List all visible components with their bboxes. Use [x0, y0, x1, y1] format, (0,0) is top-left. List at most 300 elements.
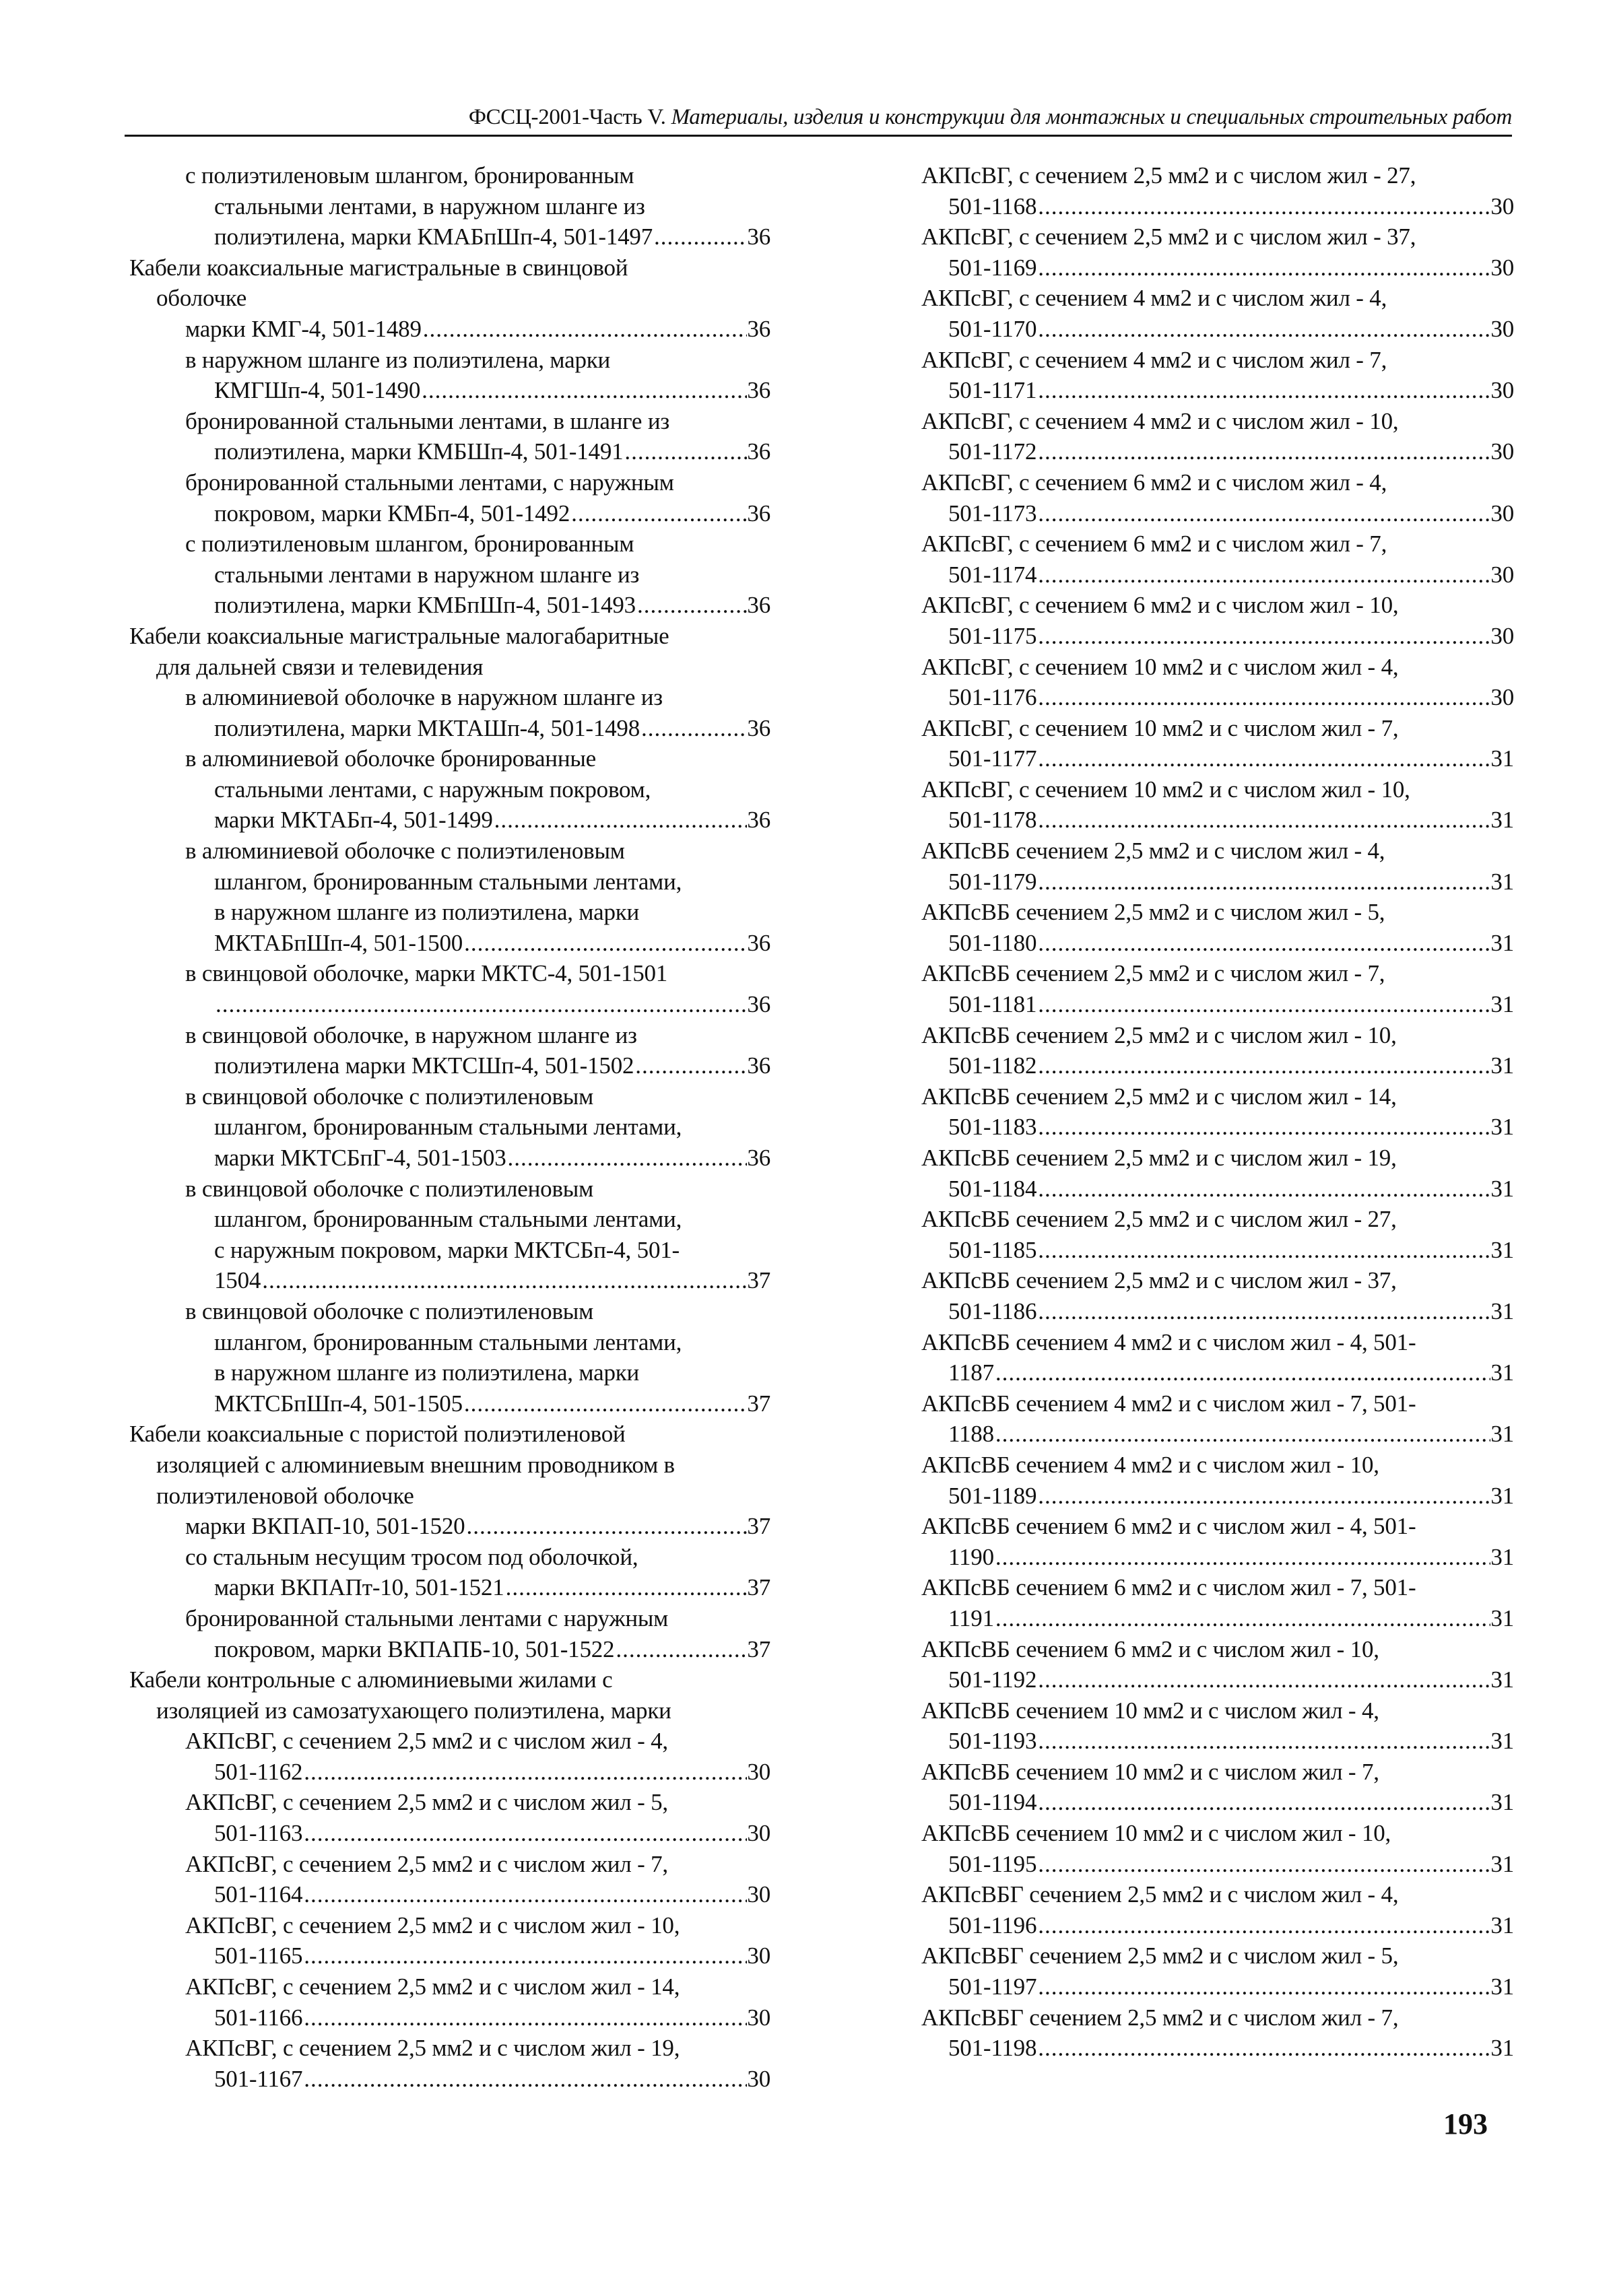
index-leader-line: [921, 989, 1514, 1020]
index-entry-text: 501-1177: [948, 745, 1037, 772]
index-page-ref: 31: [1490, 1728, 1514, 1755]
index-entry: [129, 1174, 770, 1296]
index-page-ref: 30: [1490, 500, 1514, 527]
dot-leader: [1036, 314, 1490, 345]
dot-leader: [302, 1757, 747, 1788]
index-leader-line: [921, 375, 1514, 406]
index-entry-text: полиэтилена, марки КМБпШп-4, 501-1493: [214, 592, 636, 619]
index-entry-line: АКПсВГ, с сечением 2,5 мм2 и с числом жил - 4,: [185, 1728, 668, 1755]
index-leader-line: [921, 191, 1514, 222]
index-entry: [129, 406, 770, 467]
index-page-ref: 31: [1490, 1052, 1514, 1079]
index-entry: [921, 1204, 1514, 1265]
index-entry: [921, 1081, 1514, 1143]
index-entry: [921, 958, 1514, 1019]
dot-leader: [493, 805, 748, 836]
index-entry-text: 1187: [948, 1359, 994, 1386]
dot-leader: [1036, 1787, 1490, 1818]
index-entry-line: Кабели коаксиальные с пористой полиэтиленовой: [129, 1421, 626, 1448]
index-entry-line: АКПсВГ, с сечением 2,5 мм2 и с числом жил - 37,: [921, 224, 1416, 250]
dot-leader: [1036, 743, 1490, 774]
index-entry-line: в алюминиевой оболочке в наружном шланге из: [185, 684, 663, 711]
dot-leader: [504, 1572, 748, 1603]
index-entry: [921, 713, 1514, 774]
index-entry: [129, 1511, 770, 1542]
index-entry-line: стальными лентами, с наружным покровом,: [214, 776, 651, 803]
index-entry: [921, 1450, 1514, 1511]
index-leader-line: [921, 560, 1514, 590]
dot-leader: [422, 314, 748, 345]
header-rule: [125, 135, 1512, 137]
index-entry: [921, 1572, 1514, 1633]
index-entry-text: полиэтилена марки МКТСШп-4, 501-1502: [214, 1052, 634, 1079]
index-column-right: [921, 160, 1514, 2064]
index-leader-line: [921, 682, 1514, 713]
index-page-ref: 37: [747, 1635, 770, 1662]
index-entry-text: 501-1162: [214, 1758, 303, 1785]
dot-leader: [1036, 1296, 1490, 1327]
index-entry-text: марки МКТСБпГ-4, 501-1503: [214, 1145, 506, 1171]
index-entry: [129, 160, 770, 252]
index-page-ref: 31: [1490, 1666, 1514, 1693]
index-entry: [921, 529, 1514, 590]
index-entry: [129, 958, 770, 1019]
index-page-ref: 30: [1490, 438, 1514, 465]
index-entry-text: полиэтилена, марки КМБШп-4, 501-1491: [214, 438, 624, 465]
index-leader-line: [129, 1572, 770, 1603]
header-subtitle: Материалы, изделия и конструкции для монтажных и специальных строительных работ: [671, 105, 1512, 129]
index-entry-line: АКПсВГ, с сечением 4 мм2 и с числом жил - 4,: [921, 285, 1387, 312]
index-page-ref: 30: [747, 1943, 770, 1969]
index-entry-line: шлангом, бронированным стальными лентами,: [214, 1328, 682, 1355]
page-number: 193: [1443, 2107, 1488, 2140]
index-entry-line: АКПсВГ, с сечением 10 мм2 и с числом жил - 10,: [921, 776, 1410, 803]
index-entry: [921, 1327, 1514, 1388]
dot-leader: [463, 1388, 748, 1419]
index-leader-line: [921, 867, 1514, 898]
index-entry-line: стальными лентами, в наружном шланге из: [214, 193, 645, 220]
index-leader-line: [129, 1143, 770, 1174]
index-entry-text: 501-1170: [948, 315, 1037, 342]
index-leader-line: [129, 1050, 770, 1081]
index-page-ref: 31: [1490, 1912, 1514, 1938]
index-entry-line: АКПсВБ сечением 6 мм2 и с числом жил - 4, 501-: [921, 1513, 1416, 1540]
index-entry: [129, 529, 770, 621]
index-entry: [129, 1419, 770, 1511]
index-entry-line: оболочке: [156, 285, 247, 312]
index-entry: [129, 252, 770, 314]
index-leader-line: [921, 1235, 1514, 1266]
index-entry: [129, 1849, 770, 1910]
index-entry: [921, 1818, 1514, 1879]
index-entry-line: в свинцовой оболочке, марки МКТС-4, 501-1501: [185, 960, 668, 987]
index-entry-line: в свинцовой оболочке с полиэтиленовым: [185, 1297, 594, 1324]
index-leader-line: [921, 1419, 1514, 1450]
dot-leader: [623, 436, 747, 467]
index-leader-line: [129, 1388, 770, 1419]
dot-leader: [1036, 1050, 1490, 1081]
index-entry-text: 501-1184: [948, 1175, 1037, 1202]
index-entry: [921, 590, 1514, 651]
dot-leader: [302, 1818, 747, 1849]
index-leader-line: [129, 222, 770, 252]
index-leader-line: [129, 1757, 770, 1788]
index-page-ref: 31: [1490, 1605, 1514, 1631]
index-page-ref: 36: [747, 714, 770, 741]
index-page-ref: 31: [1490, 929, 1514, 956]
index-page-ref: 30: [747, 1881, 770, 1908]
index-leader-line: [921, 1971, 1514, 2002]
index-entry-line: с наружным покровом, марки МКТСБп-4, 501-: [214, 1236, 680, 1263]
index-page-ref: 36: [747, 592, 770, 619]
index-page-ref: 36: [747, 438, 770, 465]
index-entry-line: бронированной стальными лентами с наружным: [185, 1605, 669, 1631]
dot-leader: [1036, 1910, 1490, 1941]
index-leader-line: [921, 1910, 1514, 1941]
index-page-ref: 30: [1490, 684, 1514, 711]
index-entry-line: АКПсВГ, с сечением 6 мм2 и с числом жил - 4,: [921, 469, 1387, 496]
index-entry-line: АКПсВГ, с сечением 2,5 мм2 и с числом жил - 19,: [185, 2035, 680, 2062]
index-entry-text: 501-1180: [948, 929, 1037, 956]
index-page-ref: 31: [1490, 1236, 1514, 1263]
index-entry-line: бронированной стальными лентами, в шланге из: [185, 407, 669, 434]
index-entry-line: АКПсВБ сечением 2,5 мм2 и с числом жил - 37,: [921, 1267, 1397, 1294]
index-leader-line: [921, 1664, 1514, 1695]
index-entry: [921, 406, 1514, 467]
dot-leader: [994, 1357, 1490, 1388]
index-page-ref: 30: [1490, 377, 1514, 404]
dot-leader: [1036, 436, 1490, 467]
index-entry-line: в свинцовой оболочке, в наружном шланге из: [185, 1021, 637, 1048]
index-leader-line: [129, 2002, 770, 2033]
index-leader-line: [921, 1787, 1514, 1818]
index-entry-line: изоляцией из самозатухающего полиэтилена, марки: [156, 1697, 671, 1724]
index-entry: [921, 160, 1514, 222]
index-entry-text: 501-1195: [948, 1850, 1037, 1877]
index-entry-line: АКПсВБ сечением 10 мм2 и с числом жил - 4,: [921, 1697, 1379, 1724]
index-entry-line: полиэтиленовой оболочке: [156, 1482, 414, 1509]
index-leader-line: [129, 928, 770, 959]
index-entry: [921, 1265, 1514, 1326]
index-entry-text: КМГШп-4, 501-1490: [214, 377, 421, 404]
index-leader-line: [129, 989, 770, 1020]
index-entry-text: 501-1163: [214, 1820, 303, 1847]
dot-leader: [1036, 989, 1490, 1020]
index-entry-text: 501-1194: [948, 1789, 1037, 1816]
index-page-ref: 31: [1490, 745, 1514, 772]
index-entry: [129, 743, 770, 836]
index-entry: [129, 1726, 770, 1787]
index-entry: [129, 345, 770, 406]
dot-leader: [1036, 1481, 1490, 1512]
index-entry-line: Кабели контрольные с алюминиевыми жилами с: [129, 1666, 613, 1693]
index-entry-text: 501-1164: [214, 1881, 303, 1908]
index-entry: [921, 1757, 1514, 1818]
index-entry-line: изоляцией с алюминиевым внешним проводником в: [156, 1451, 675, 1478]
index-entry: [129, 621, 770, 682]
index-entry-line: АКПсВГ, с сечением 10 мм2 и с числом жил - 7,: [921, 714, 1399, 741]
index-entry-text: 501-1166: [214, 2004, 303, 2031]
index-entry: [921, 222, 1514, 283]
index-entry-text: 501-1189: [948, 1482, 1037, 1509]
index-page-ref: 36: [747, 991, 770, 1018]
index-entry: [921, 467, 1514, 529]
index-entry: [129, 1542, 770, 1603]
index-entry-text: 501-1167: [214, 2065, 303, 2092]
index-page-ref: 31: [1490, 1789, 1514, 1816]
index-entry-text: 501-1185: [948, 1236, 1037, 1263]
index-entry-text: 501-1197: [948, 1973, 1037, 2000]
index-entry: [129, 1020, 770, 1081]
index-leader-line: [921, 2033, 1514, 2064]
index-entry-line: АКПсВБГ сечением 2,5 мм2 и с числом жил - 4,: [921, 1881, 1399, 1908]
index-page-ref: 31: [1490, 868, 1514, 895]
dot-leader: [261, 1265, 747, 1296]
index-leader-line: [129, 713, 770, 744]
index-leader-line: [921, 314, 1514, 345]
index-entry-text: 501-1173: [948, 500, 1037, 527]
index-leader-line: [921, 1112, 1514, 1143]
index-entry: [129, 1081, 770, 1174]
index-leader-line: [129, 1265, 770, 1296]
index-page-ref: 36: [747, 224, 770, 250]
index-leader-line: [921, 743, 1514, 774]
index-leader-line: [129, 1511, 770, 1542]
index-entry: [921, 1511, 1514, 1572]
dot-leader: [636, 590, 747, 621]
index-entry: [129, 1787, 770, 1848]
index-leader-line: [129, 1818, 770, 1849]
dot-leader: [634, 1050, 747, 1081]
index-entry: [129, 682, 770, 743]
index-entry-text: 1188: [948, 1421, 994, 1448]
index-entry-text: 1190: [948, 1543, 994, 1570]
index-entry-line: АКПсВГ, с сечением 2,5 мм2 и с числом жил - 10,: [185, 1912, 680, 1938]
index-entry: [129, 2033, 770, 2094]
index-entry-line: для дальней связи и телевидения: [156, 653, 484, 680]
index-entry-line: АКПсВГ, с сечением 2,5 мм2 и с числом жил - 14,: [185, 1973, 680, 2000]
index-entry-line: АКПсВГ, с сечением 2,5 мм2 и с числом жил - 27,: [921, 162, 1416, 189]
index-entry-text: МКТСБпШп-4, 501-1505: [214, 1390, 463, 1417]
index-leader-line: [129, 805, 770, 836]
dot-leader: [614, 1634, 747, 1665]
dot-leader: [1036, 498, 1490, 529]
index-page-ref: 37: [747, 1390, 770, 1417]
dot-leader: [1036, 1174, 1490, 1205]
dot-leader: [1036, 1664, 1490, 1695]
dot-leader: [1036, 191, 1490, 222]
index-entry-text: 501-1183: [948, 1114, 1037, 1141]
index-leader-line: [921, 1542, 1514, 1573]
index-entry-line: АКПсВБ сечением 4 мм2 и с числом жил - 4, 501-: [921, 1328, 1416, 1355]
index-leader-line: [129, 436, 770, 467]
index-entry-line: АКПсВГ, с сечением 4 мм2 и с числом жил - 7,: [921, 346, 1387, 373]
index-leader-line: [129, 2064, 770, 2095]
index-page-ref: 36: [747, 807, 770, 834]
index-entry: [921, 283, 1514, 344]
index-entry: [921, 652, 1514, 713]
index-page-ref: 31: [1490, 1850, 1514, 1877]
index-page-ref: 30: [1490, 193, 1514, 220]
index-entry-line: АКПсВБ сечением 2,5 мм2 и с числом жил - 19,: [921, 1145, 1397, 1171]
index-page-ref: 31: [1490, 807, 1514, 834]
index-page-ref: 36: [747, 500, 770, 527]
dot-leader: [640, 713, 747, 744]
index-entry-line: АКПсВБ сечением 2,5 мм2 и с числом жил - 14,: [921, 1083, 1397, 1110]
index-entry: [921, 1388, 1514, 1450]
index-leader-line: [921, 1357, 1514, 1388]
index-page-ref: 31: [1490, 1543, 1514, 1570]
index-entry-line: в алюминиевой оболочке бронированные: [185, 745, 597, 772]
dot-leader: [463, 928, 747, 959]
index-entry-line: в наружном шланге из полиэтилена, марки: [214, 899, 640, 926]
index-entry-line: АКПсВБ сечением 10 мм2 и с числом жил - 7,: [921, 1758, 1379, 1785]
index-entry: [921, 345, 1514, 406]
index-entry: [921, 1020, 1514, 1081]
index-page-ref: 37: [747, 1513, 770, 1540]
index-entry-line: АКПсВБ сечением 2,5 мм2 и с числом жил - 10,: [921, 1021, 1397, 1048]
index-page-ref: 31: [1490, 1175, 1514, 1202]
index-entry-line: шлангом, бронированным стальными лентами,: [214, 1114, 682, 1141]
index-entry-line: шлангом, бронированным стальными лентами,: [214, 868, 682, 895]
index-leader-line: [129, 1634, 770, 1665]
index-leader-line: [129, 1879, 770, 1910]
index-entry-text: 501-1186: [948, 1297, 1037, 1324]
index-entry-text: 1504: [214, 1267, 261, 1294]
index-entry-line: в алюминиевой оболочке с полиэтиленовым: [185, 838, 625, 865]
index-entry-line: АКПсВБГ сечением 2,5 мм2 и с числом жил - 7,: [921, 2004, 1399, 2031]
index-leader-line: [129, 375, 770, 406]
dot-leader: [1036, 928, 1490, 959]
index-column-left: [129, 160, 770, 2094]
dot-leader: [302, 1940, 747, 1971]
index-page-ref: 30: [747, 1758, 770, 1785]
index-entry-text: 501-1193: [948, 1728, 1037, 1755]
index-entry-line: АКПсВБ сечением 6 мм2 и с числом жил - 10,: [921, 1635, 1379, 1662]
index-page-ref: 31: [1490, 1114, 1514, 1141]
dot-leader: [1036, 867, 1490, 898]
index-entry-text: 501-1181: [948, 991, 1037, 1018]
index-page-ref: 36: [747, 929, 770, 956]
index-entry-line: АКПсВБ сечением 6 мм2 и с числом жил - 7, 501-: [921, 1574, 1416, 1601]
index-entry-text: 501-1178: [948, 807, 1037, 834]
index-entry-line: Кабели коаксиальные магистральные в свинцовой: [129, 254, 628, 281]
index-entry-line: АКПсВГ, с сечением 10 мм2 и с числом жил - 4,: [921, 653, 1399, 680]
index-entry-text: 501-1182: [948, 1052, 1037, 1079]
index-leader-line: [129, 590, 770, 621]
index-leader-line: [129, 314, 770, 345]
index-entry: [129, 1971, 770, 2033]
dot-leader: [420, 375, 747, 406]
index-entry-text: марки ВКПАП-10, 501-1520: [185, 1513, 465, 1540]
index-leader-line: [921, 805, 1514, 836]
index-entry-line: АКПсВБ сечением 2,5 мм2 и с числом жил - 27,: [921, 1206, 1397, 1233]
dot-leader: [302, 2064, 747, 2095]
dot-leader: [1036, 805, 1490, 836]
index-entry-text: 501-1196: [948, 1912, 1037, 1938]
dot-leader: [1036, 560, 1490, 590]
index-page-ref: 30: [1490, 622, 1514, 649]
index-leader-line: [921, 1481, 1514, 1512]
index-page-ref: 37: [747, 1267, 770, 1294]
index-leader-line: [129, 1940, 770, 1971]
index-entry: [921, 1634, 1514, 1695]
dot-leader: [1036, 375, 1490, 406]
dot-leader: [302, 2002, 747, 2033]
index-page-ref: 30: [1490, 254, 1514, 281]
index-page-ref: 36: [747, 1052, 770, 1079]
index-entry: [921, 774, 1514, 836]
index-leader-line: [921, 252, 1514, 283]
index-entry-text: полиэтилена, марки КМАБпШп-4, 501-1497: [214, 224, 653, 250]
index-page-ref: 30: [1490, 315, 1514, 342]
index-leader-line: [921, 1296, 1514, 1327]
index-leader-line: [921, 498, 1514, 529]
index-entry: [921, 2002, 1514, 2064]
index-leader-line: [921, 1726, 1514, 1757]
dot-leader: [653, 222, 747, 252]
index-page-ref: 30: [1490, 561, 1514, 588]
index-entry-text: 501-1176: [948, 684, 1037, 711]
dot-leader: [994, 1419, 1490, 1450]
index-leader-line: [921, 1174, 1514, 1205]
index-page-ref: 36: [747, 1145, 770, 1171]
index-page-ref: 31: [1490, 1973, 1514, 2000]
dot-leader: [1036, 252, 1490, 283]
index-entry-text: 501-1169: [948, 254, 1037, 281]
index-entry-text: марки МКТАБп-4, 501-1499: [214, 807, 493, 834]
index-entry: [921, 1879, 1514, 1940]
index-entry-text: 1191: [948, 1605, 994, 1631]
index-leader-line: [921, 1849, 1514, 1880]
index-entry-line: АКПсВБ сечением 2,5 мм2 и с числом жил - 7,: [921, 960, 1385, 987]
dot-leader: [1036, 1112, 1490, 1143]
dot-leader: [1036, 1971, 1490, 2002]
index-entry-line: стальными лентами в наружном шланге из: [214, 561, 640, 588]
index-leader-line: [921, 621, 1514, 652]
dot-leader: [570, 498, 747, 529]
running-header: [125, 102, 1512, 132]
dot-leader: [994, 1542, 1490, 1573]
index-entry: [129, 1296, 770, 1419]
index-entry-line: АКПсВБГ сечением 2,5 мм2 и с числом жил - 5,: [921, 1943, 1399, 1969]
index-leader-line: [921, 436, 1514, 467]
index-page-ref: 31: [1490, 1482, 1514, 1509]
dot-leader: [1036, 1726, 1490, 1757]
index-page-ref: 31: [1490, 991, 1514, 1018]
index-entry-text: марки КМГ-4, 501-1489: [185, 315, 422, 342]
index-entry-line: шлангом, бронированным стальными лентами,: [214, 1206, 682, 1233]
index-page-ref: 30: [747, 2065, 770, 2092]
index-page-ref: 31: [1490, 2035, 1514, 2062]
index-entry: [129, 1603, 770, 1664]
dot-leader: [214, 989, 747, 1020]
index-entry-line: АКПсВГ, с сечением 6 мм2 и с числом жил - 10,: [921, 592, 1399, 619]
index-entry-line: АКПсВБ сечением 2,5 мм2 и с числом жил - 5,: [921, 899, 1385, 926]
index-entry-text: покровом, марки ВКПАПБ-10, 501-1522: [214, 1635, 615, 1662]
index-entry-line: со стальным несущим тросом под оболочкой,: [185, 1543, 638, 1570]
dot-leader: [994, 1603, 1490, 1634]
index-entry-text: 501-1172: [948, 438, 1037, 465]
index-entry: [129, 1664, 770, 1726]
index-entry: [129, 314, 770, 345]
index-page-ref: 37: [747, 1574, 770, 1601]
index-entry-text: 501-1165: [214, 1943, 303, 1969]
index-leader-line: [921, 928, 1514, 959]
index-entry: [129, 836, 770, 958]
index-entry-line: в свинцовой оболочке с полиэтиленовым: [185, 1083, 594, 1110]
dot-leader: [1036, 1849, 1490, 1880]
